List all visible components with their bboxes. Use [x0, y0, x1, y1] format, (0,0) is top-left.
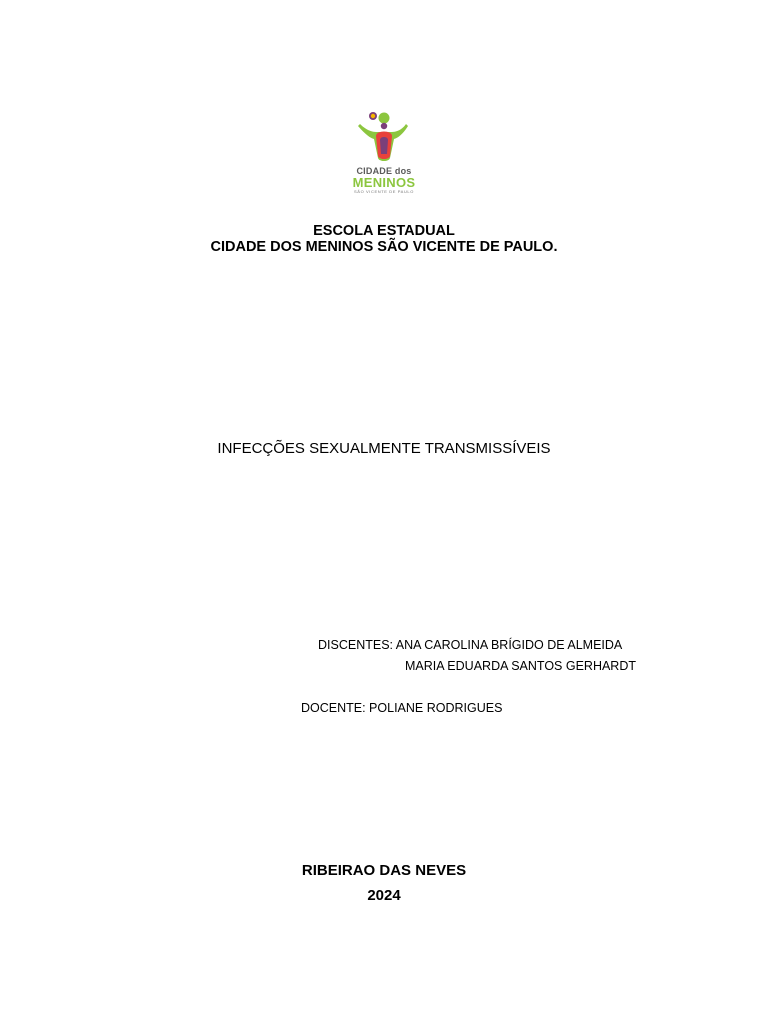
document-year: 2024	[367, 887, 401, 904]
students-line2: MARIA EDUARDA SANTOS GERHARDT	[404, 659, 636, 673]
school-name-line1: ESCOLA ESTADUAL	[313, 223, 455, 239]
logo-text-city: CIDADE dos	[356, 166, 412, 176]
logo-text-boys: MENINOS	[352, 175, 416, 190]
logo-text-saint: SÃO VICENTE DE PAULO	[354, 189, 414, 194]
school-name-line2: CIDADE DOS MENINOS SÃO VICENTE DE PAULO.	[210, 239, 558, 255]
logo-figure-icon	[346, 106, 422, 164]
school-logo	[346, 106, 422, 196]
document-title: INFECÇÕES SEXUALMENTE TRANSMISSÍVEIS	[217, 440, 551, 457]
students-line1: DISCENTES: ANA CAROLINA BRÍGIDO DE ALMEIDA	[318, 638, 623, 652]
city-name: RIBEIRAO DAS NEVES	[301, 862, 467, 879]
teacher-line: DOCENTE: POLIANE RODRIGUES	[301, 701, 503, 715]
